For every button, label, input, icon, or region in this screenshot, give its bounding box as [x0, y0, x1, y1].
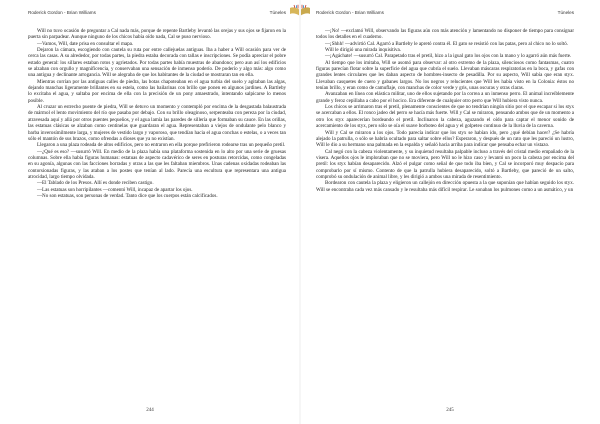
- paragraph: Will no tuvo ocasión de preguntar a Cal nada más, porque de repente Bartleby levantó las orejas y sus ojos se fijaron en la puerta sin parpadear. Aunque ninguno de los chicos había oído nada, Cal se puso nervioso.: [28, 28, 286, 41]
- paragraph: Bordearon con cautela la plaza y eligieron un callejón en dirección opuesta a la que suponían que habían seguido los styx. Will se encontraba cada vez más cansado y le resultaba más difícil respirar. Le sonaban los pulmones como a un asmático, y un: [316, 180, 574, 193]
- page-number: 245: [446, 408, 454, 413]
- paragraph: Los chicos se arrimaron tras el pretil, plenamente conscientes de que no tendrían ningún sitio por el que escapar si los styx se acercaban a ellos. El ronco jadeo del perro se hacía más fuerte. Will y Cal se miraron, pensando ambos que de un momento a otro los styx aparecerían bordeando el pretil. Inclinaron la cabeza, aguzando el oído para captar el menor sonido de acercamiento de los styx, pero sólo se oía el suave borboteo del agua y el golpeteo continuo de la lluvia de la caverna.: [316, 104, 574, 130]
- paragraph: Al cruzar un estrecho puente de piedra, Will se detuvo un momento y contempló por encima de la desgastada balaustrada de mármol el lento movimiento del río que pasaba por debajo. Con su brillo oleaginoso, serpenteaba con pereza por la ciudad, atravesada aquí y allá por otros puentes pequeños, y el agua lamía las paredes de sillería que formaban su cauce. En las orillas, las estatuas clásicas se alzaban como centinelas que guardaran el agua. Representaban a viejos de ondulante pelo blanco y barba inverosímilmente larga, y mujeres de vestido largo y vaporoso, que tendían hacia el agua conchas o estelas, o a veces tan sólo el mantón de sus brazos, como ofrendas a dioses que ya no existían.: [28, 104, 286, 142]
- paragraph: Llegaron a una plaza rodeada de altos edificios, pero no entraron en ella porque prefirieron rodearse tras un pequeño pretil.: [37, 142, 286, 149]
- paragraph: Dejaron la cámara, escogiendo con cautela su ruta por entre callejuelas antiguas. Iba a haber a Will ocasión para ver de cerca las casas. A su alrededor, por todas partes, la piedra estaba decorada con tallas e inscripciones. Se podía apreciar el pobre estado general: los sillares estaban rotos y agrietados. Por todas partes había muestras de abandono; pero aun así los edificios se alzaban con orgullo y magnificencia, y conservaban una sensación de inmenso poderío. De poderío y algo más: algo como una antigua y declinante arrogancia. Will se alegraba de que los habitantes de la ciudad se mostraran tan en ella.: [28, 47, 286, 79]
- paragraph: —Vamos, Will, date prisa en consultar el mapa.: [37, 40, 134, 47]
- paragraph: —Las estatuas son horripilantes —comentó Will, incapaz de apartar los ojos.: [37, 186, 193, 193]
- page-body-left: [28, 28, 286, 199]
- page-body-right: [316, 28, 574, 193]
- paragraph: —¡Agáchate! —susurró Cal. Parapetado tras el pretil, hizo a la igual gato los ojos con la mano y lo agarró aún más fuerte.: [325, 53, 572, 60]
- paragraph: —No son estatuas, son personas de verdad. Tanto dice que los cuerpos están calcificados.: [37, 192, 218, 199]
- running-header-author: Roderick Gordon - Brian Williams: [316, 10, 384, 15]
- paragraph: Avanzaban en línea con elástica militar, uno de ellos sujetando por la correa a un inmenso perro. El animal increíblemente grande y feroz cepillaba a cabo por el hocico. Era diferente de cualquier otro perro que Will hubiera visto nunca.: [316, 91, 574, 104]
- paragraph: Will y Cal se miraron a los ojos. Todo parecía indicar que los styx se habían ido, pero ¿qué debían hacer? ¿Se habría alejado la patrulla, o sólo se habría ocultado para saltar sobre ellos? Esperaron, y después de un rato que les pareció un lustro, Will le dio a su hermano una palmada en la espalda y señaló hacia arriba para indicar que pensaba echar un vistazo.: [316, 129, 574, 149]
- paragraph: —¡No! —exclamó Will, observando las figuras aún con más atención y lamentando no disponer de tiempo para consignar todos los detalles en el cuaderno.: [316, 28, 574, 41]
- paragraph: —El Tablado de los Presos. Allí es donde reciben castigo.: [37, 180, 154, 187]
- paragraph: Mientras corrían por las antiguas calles de piedra, las botas chapoteaban en el agua turbia del suelo y agitaban las algas, dejando manchas ligeramente brillantes en su estela, como las bailarinas con brillo que ponen en algunos jardines. A Bartleby lo excitaba el agua, y saltaba por encima de ella con la precisión de un pony amaestrado, intentando salpicarse lo menos posible.: [28, 78, 286, 104]
- page-number: 244: [146, 408, 154, 413]
- paragraph: Al tiempo que los imitaba, Will se asomó para observar: al otro extremo de la plaza, silenciosos como fantasmas, cuatro figuras parecían flotar sobre la superficie del agua que cubría el suelo. Llevaban máscaras respiratorias en la boca, y gafas con grandes lentes circulares que les daban aspecto de hombres-insecto de pesadilla. Por su aspecto, Will sabía que eran styx. Llevaban casquetes de cuero y gabanes largos. No los negros y relucientes que Will les había visto en la Colonia: éstos no tenían brillo, y eran como de camuflaje, con manchas de color verde y gris, unas oscuras y otras claras.: [316, 59, 574, 92]
- paragraph: —¿Qué es eso? —susurró Will. En medio de la plaza había una plataforma sostenida en lo alto por una serie de gruesas columnas. Sobre ella había figuras humanas: estatuas de aspecto cadavérico de seres en posturas retorcidas, como congeladas en su agonía, algunas con las facciones borradas y otras a las que les faltaban miembros. Unas cadenas oxidadas rodeaban las contorsionadas figuras, y las ataban a los postes que tenían al lado. Parecía una escultura que representara una antigua atrocidad, largo tiempo olvidada.: [28, 148, 286, 180]
- paragraph: —¡Shhh! —advirtió Cal. Agarró a Bartleby le apretó contra él. El gato se resistió con las patas, pero al chico no lo soltó.: [325, 40, 569, 47]
- running-header-author: Roderick Gordon - Brian Williams: [28, 10, 96, 15]
- running-header-title: Túneles: [269, 10, 286, 15]
- running-header-title: Túneles: [557, 10, 574, 15]
- paragraph: Will le dirigió una mirada inquisitiva.: [325, 47, 402, 54]
- right-page: [300, 0, 600, 424]
- paragraph: Cal negó con la cabeza violentamente, y su inquietud resultaba palpable incluso a través del cristal medio empañado de la visera. Aquellos ojos le imploraban que no se moviera, pero Will no le hizo caso y levantó un poco la cabeza por encima del pretil: los styx habían desaparecido. Alzó el pulgar como señal de que todo iba bien, y Cal se incorporó muy despacio para comprobarlo por sí mismo. Contento de que la patrulla hubiera desaparecido, soltó a Bartleby, que pareció de un salto, comprobó su ondulación de animal libre, y les dirigió a ambos una mirada de resentimiento.: [316, 148, 574, 180]
